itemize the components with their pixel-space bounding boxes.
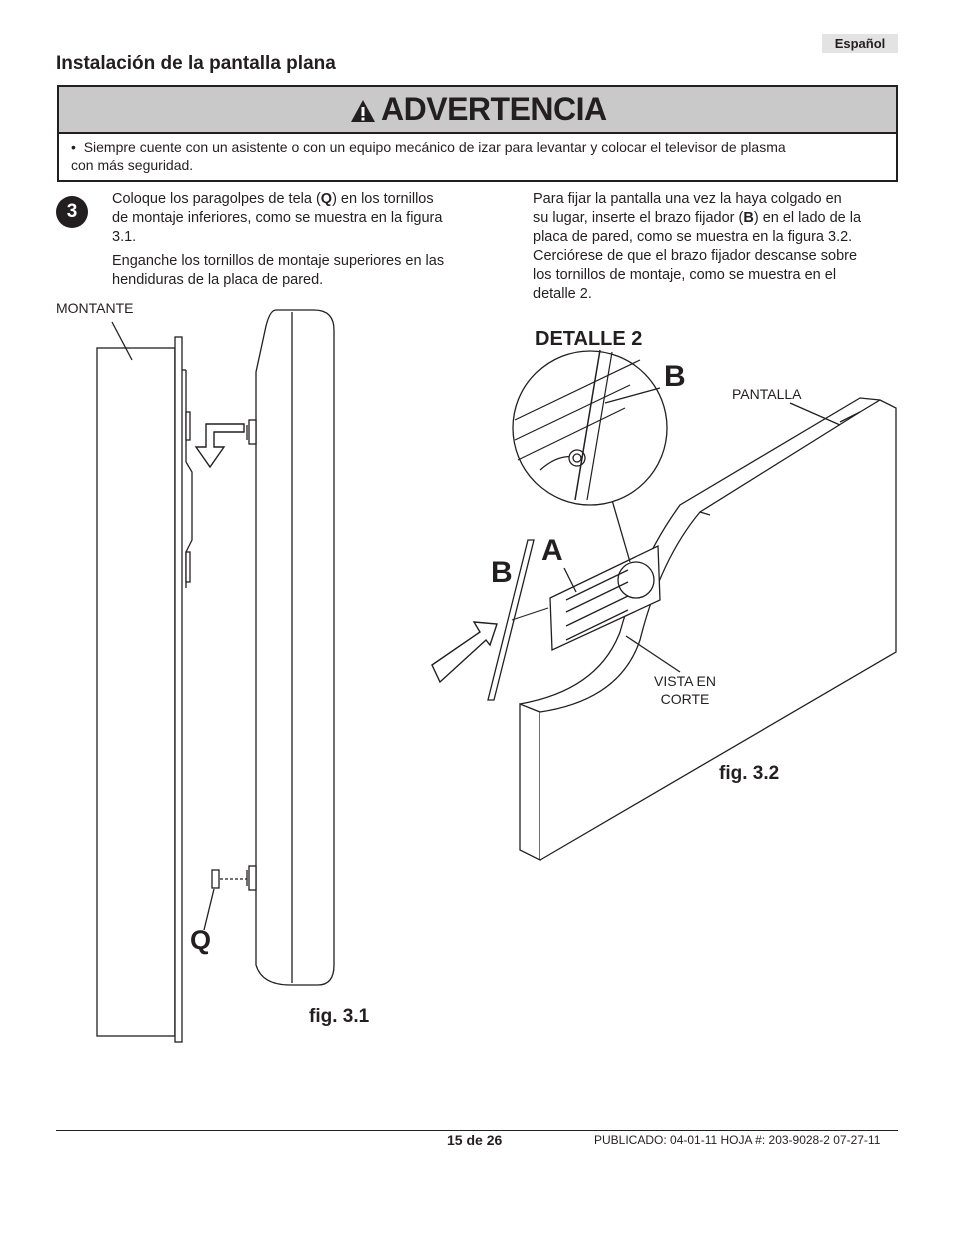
text-span: detalle 2. — [533, 286, 592, 302]
warning-text-line2: con más seguridad. — [71, 157, 194, 173]
label-vista-en-corte — [648, 672, 722, 708]
fig-3-2-caption: fig. 3.2 — [719, 763, 780, 784]
text-span: 3.1. — [112, 229, 137, 245]
warning-bullet: • — [71, 139, 76, 155]
text-span: Cerciórese de que el brazo fijador descanse sobre — [533, 248, 858, 264]
text-span: los tornillos de montaje, como se muestra en el — [533, 267, 837, 283]
label-a: A — [541, 534, 563, 567]
text-bold: B — [743, 210, 754, 226]
publication-info: PUBLICADO: 04-01-11 HOJA #: 203-9028-2 07-27-11 — [594, 1133, 881, 1147]
text-span: ) en los tornillos — [332, 191, 434, 207]
warning-title: ADVERTENCIA — [381, 91, 607, 127]
language-badge: Español — [822, 34, 898, 53]
text-span: CORTE — [660, 691, 710, 707]
text-span: su lugar, inserte el brazo fijador ( — [533, 210, 744, 226]
label-b: B — [491, 556, 513, 589]
footer-divider — [56, 1130, 898, 1131]
fig-3-1-caption: fig. 3.1 — [309, 1006, 370, 1027]
label-q: Q — [190, 925, 212, 955]
label-pantalla: PANTALLA — [732, 386, 802, 402]
warning-text-line1: Siempre cuente con un asistente o con un equipo mecánico de izar para levantar y colocar el televisor de plasma — [83, 139, 786, 155]
step-number-badge: 3 — [56, 196, 88, 228]
text-span: ) en el lado de la — [753, 210, 862, 226]
text-span: Para fijar la pantalla una vez la haya colgado en — [533, 191, 842, 207]
detail-2-title: DETALLE 2 — [535, 328, 643, 350]
text-bold: Q — [320, 191, 333, 207]
label-montante: MONTANTE — [56, 300, 134, 316]
page-number: 15 de 26 — [447, 1132, 503, 1148]
text-span: hendiduras de la placa de pared. — [112, 272, 324, 288]
label-b-detail: B — [664, 360, 686, 393]
text-span: VISTA EN — [654, 673, 716, 689]
text-span: de montaje inferiores, como se muestra en la figura — [112, 210, 443, 226]
section-title: Instalación de la pantalla plana — [56, 53, 336, 74]
text-span: Coloque los paragolpes de tela ( — [112, 191, 321, 207]
text-span: Enganche los tornillos de montaje superiores en las — [112, 253, 445, 269]
text-span: placa de pared, como se muestra en la figura 3.2. — [533, 229, 853, 245]
